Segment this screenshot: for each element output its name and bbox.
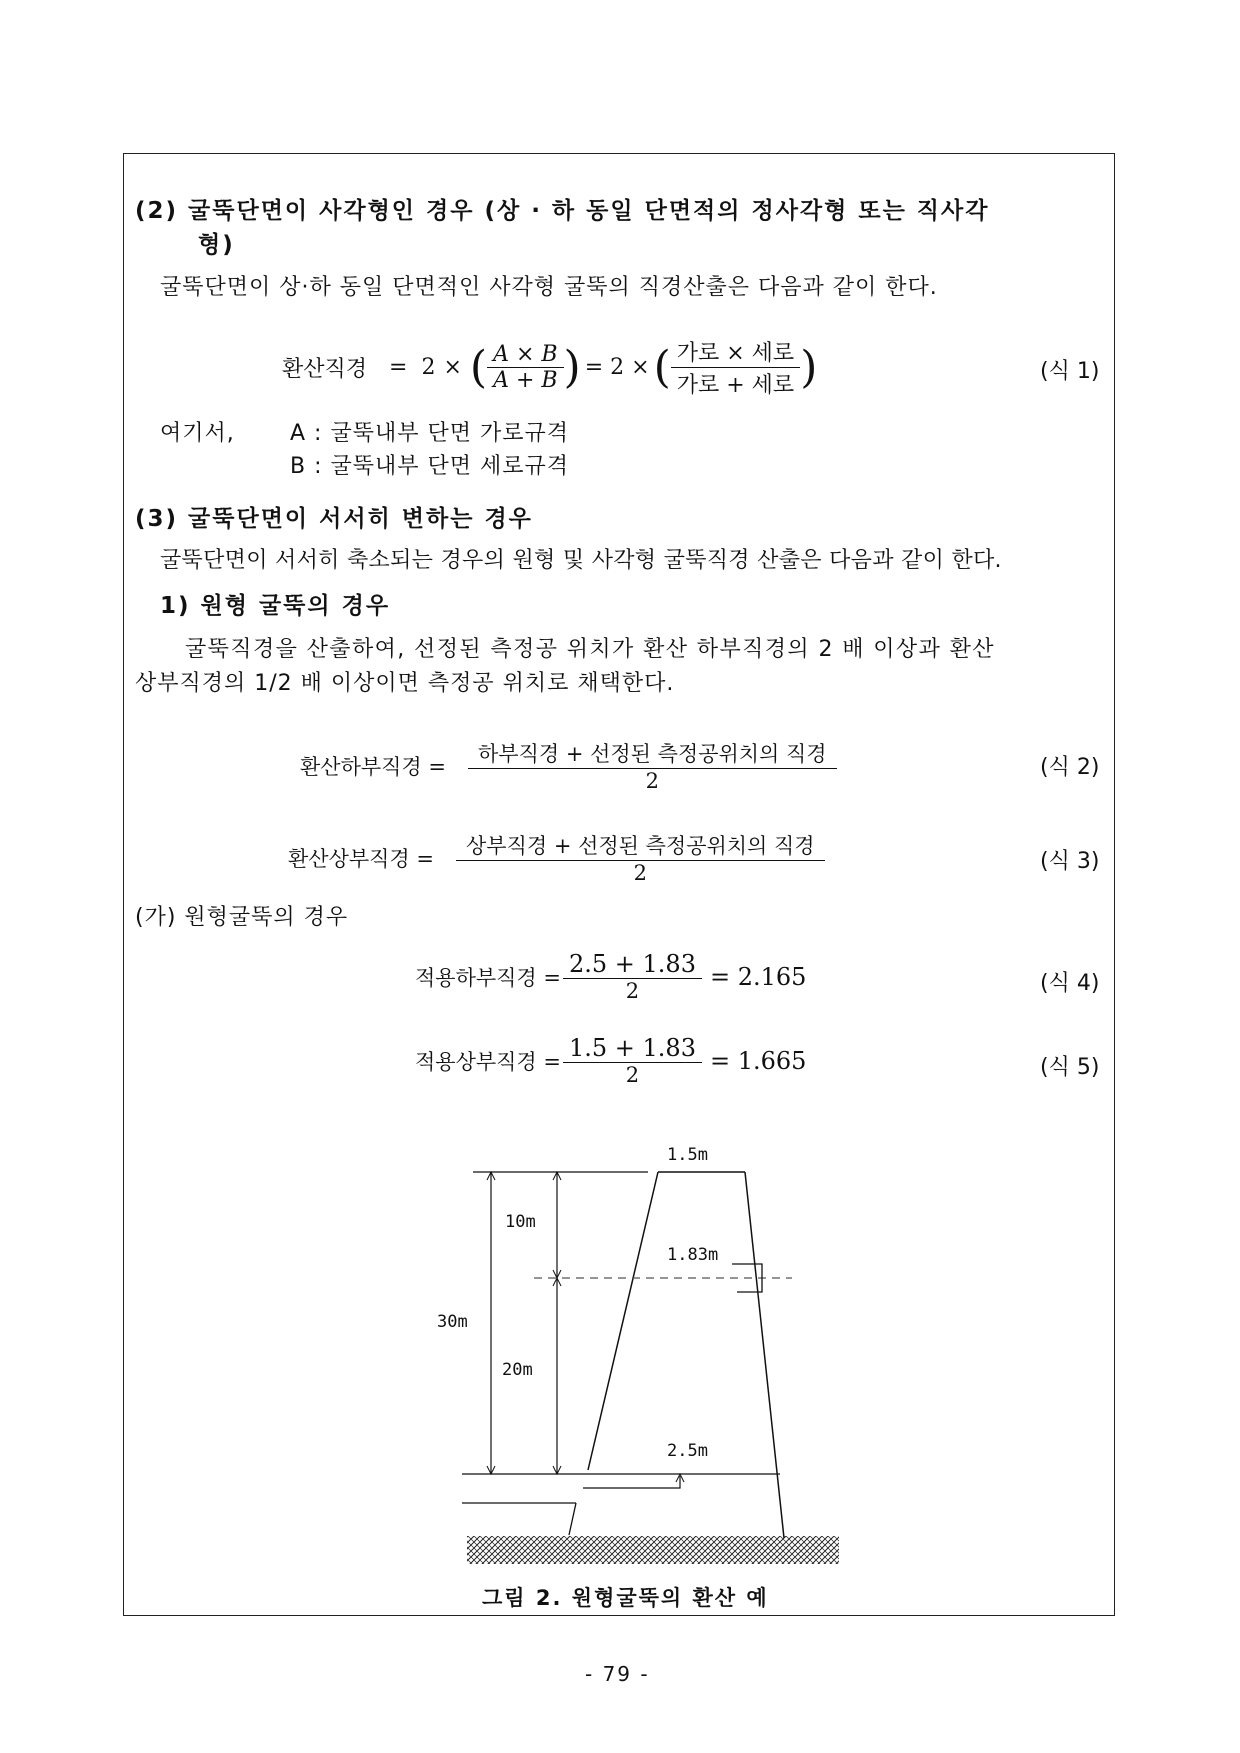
figure-caption: 그림 2. 원형굴뚝의 환산 예 [482,1586,769,1610]
eq1-denominator-ab: A + B [493,368,558,393]
where-a: A : 굴뚝내부 단면 가로규격 [290,421,569,446]
eq1-numerator-ab: A × B [487,342,563,368]
chimney-left-wall [588,1172,658,1470]
flue-duct-edge [569,1503,576,1535]
eq3-label: (식 3) [1040,849,1100,874]
ground-hatch [467,1536,839,1564]
label-total-height: 30m [437,1312,468,1332]
eq5-lhs: 적용상부직경 = [415,1049,561,1074]
eq4-rhs: = 2.165 [709,962,807,991]
eq1-mid: = 2 × [584,355,650,380]
section-2-intro: 굴뚝단면이 상·하 동일 단면적인 사각형 굴뚝의 직경산출은 다음과 같이 한다. [160,275,938,300]
eq4-label: (식 4) [1040,971,1100,996]
eq2-numerator: 하부직경 + 선정된 측정공위치의 직경 [468,738,837,769]
eq1-equals: = [389,355,408,380]
eq2-denominator: 2 [645,769,659,793]
case-heading: (가) 원형굴뚝의 경우 [135,905,349,930]
eq1-paren-open: ( [469,342,488,393]
eq5-rhs: = 1.665 [709,1046,807,1075]
eq1-denominator-words: 가로 + 세로 [676,373,795,398]
eq2-label: (식 2) [1040,755,1100,780]
eq1-paren-close-2: ) [800,342,818,393]
eq1-label: (식 1) [1040,359,1100,384]
eq1-numerator-words: 가로 × 세로 [671,336,800,368]
eq1-lhs: 환산직경 [282,357,368,382]
subsection-1-heading: 1) 원형 굴뚝의 경우 [160,593,391,619]
eq5-denominator: 2 [625,1063,640,1087]
section-3-heading: (3) 굴뚝단면이 서서히 변하는 경우 [135,506,533,532]
chimney-right-wall [745,1172,784,1538]
section-2-heading-line1: (2) 굴뚝단면이 사각형인 경우 (상 · 하 동일 단면적의 정사각형 또는 직사각 [135,198,990,224]
eq2-lhs: 환산하부직경 = [300,754,446,779]
paragraph-line2: 상부직경의 1/2 배 이상이면 측정공 위치로 채택한다. [135,671,675,696]
label-bottom-width: 2.5m [667,1441,708,1461]
eq3-numerator: 상부직경 + 선정된 측정공위치의 직경 [456,830,825,861]
eq4-denominator: 2 [625,979,640,1003]
eq4-numerator: 2.5 + 1.83 [563,950,702,979]
where-b: B : 굴뚝내부 단면 세로규격 [290,454,569,479]
section-2-heading-line2: 형) [198,232,235,258]
page-number: - 79 - [585,1662,650,1686]
section-3-intro: 굴뚝단면이 서서히 축소되는 경우의 원형 및 사각형 굴뚝직경 산출은 다음과 같이 한다. [160,548,1002,573]
label-mid-width: 1.83m [667,1245,719,1265]
label-upper-height: 10m [505,1212,536,1232]
label-top-width: 1.5m [667,1145,708,1165]
eq3-denominator: 2 [633,861,647,885]
eq5-label: (식 5) [1040,1055,1100,1080]
eq4-lhs: 적용하부직경 = [415,965,561,990]
eq1-paren-close: ) [563,342,581,393]
eq5-numerator: 1.5 + 1.83 [563,1034,702,1063]
where-label: 여기서, [160,421,235,446]
label-lower-height: 20m [502,1360,533,1380]
eq3-lhs: 환산상부직경 = [288,846,434,871]
eq1-two: 2 [421,355,436,380]
bottom-width-pointer [583,1476,680,1488]
eq1-times: × [443,355,462,380]
paragraph-line1: 굴뚝직경을 산출하여, 선정된 측정공 위치가 환산 하부직경의 2 배 이상과 환산 [185,637,995,662]
eq1-paren-open-2: ( [653,342,671,393]
